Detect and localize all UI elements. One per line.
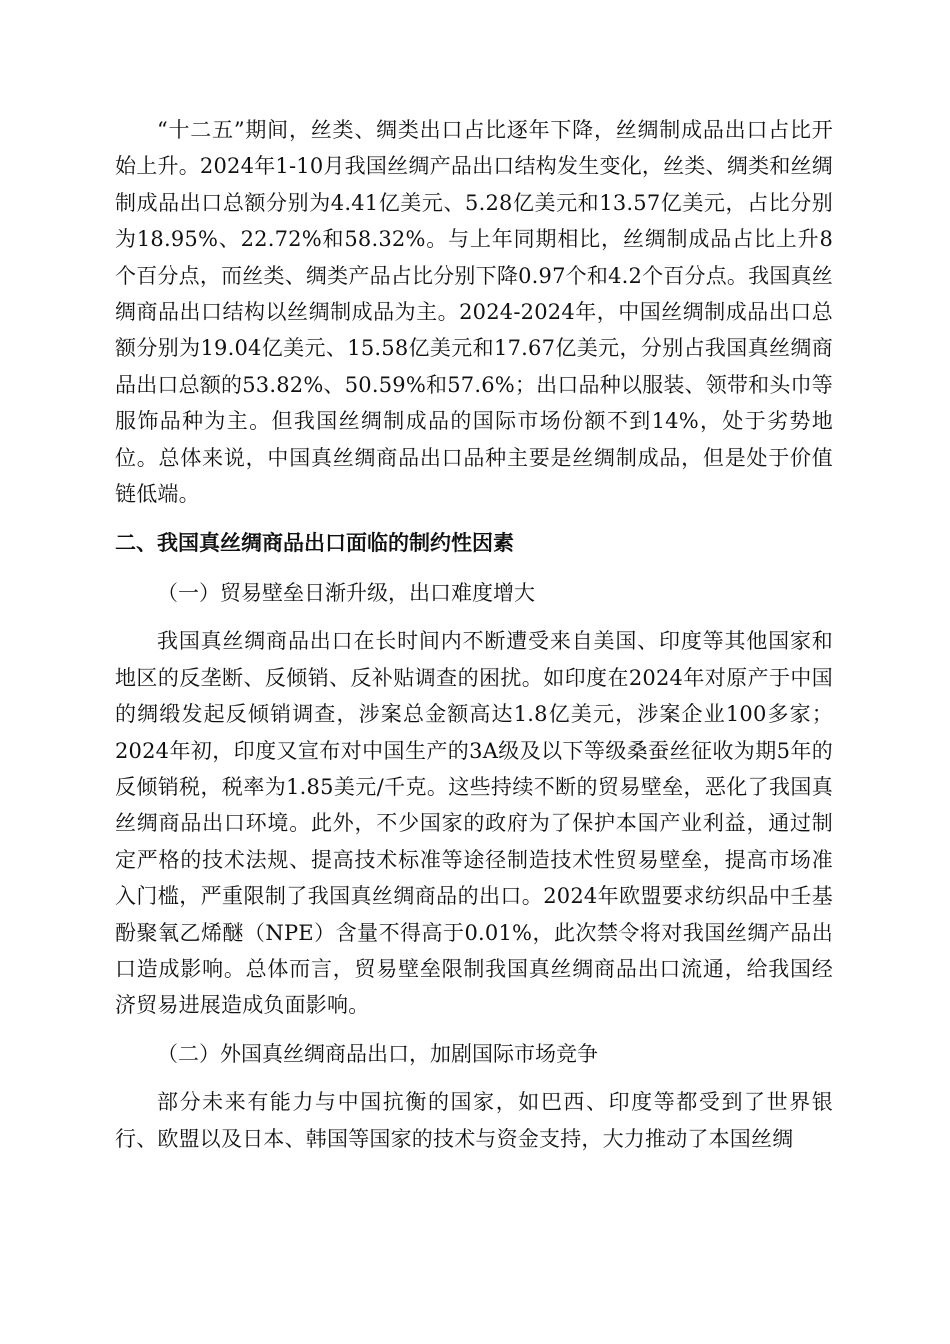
paragraph-foreign-competition: 部分未来有能力与中国抗衡的国家，如巴西、印度等都受到了世界银行、欧盟以及日本、韩国等国家的技术与资金支持，大力推动了本国丝绸 <box>115 1090 833 1151</box>
section-heading-constraints: 二、我国真丝绸商品出口面临的制约性因素 <box>115 531 514 556</box>
subheading-foreign-competition: （二）外国真丝绸商品出口，加剧国际市场竞争 <box>157 1041 598 1066</box>
paragraph-trade-barriers: 我国真丝绸商品出口在长时间内不断遭受来自美国、印度等其他国家和地区的反垄断、反倾销、反补贴调查的困扰。如印度在2024年对原产于中国的绸缎发起反倾销调查，涉案总金额高达1.8亿美元，涉案企业100多家；2024年初，印度又宣布对中国生产的3A级及以下等级桑蚕丝征收为期5年的反倾销税，税率为1.85美元/千克。这些持续不断的贸易壁垒，恶化了我国真丝绸商品出口环境。此外，不少国家的政府为了保护本国产业利益，通过制定严格的技术法规、提高技术标准等途径制造技术性贸易壁垒，提高市场准入门槛，严重限制了我国真丝绸商品的出口。2024年欧盟要求纺织品中壬基酚聚氧乙烯醚（NPE）含量不得高于0.01%，此次禁令将对我国丝绸产品出口造成影响。总体而言，贸易壁垒限制我国真丝绸商品出口流通，给我国经济贸易进展造成负面影响。 <box>115 629 833 1018</box>
paragraph-export-structure: “十二五”期间，丝类、绸类出口占比逐年下降，丝绸制成品出口占比开始上升。2024年1-10月我国丝绸产品出口结构发生变化，丝类、绸类和丝绸制成品出口总额分别为4.41亿美元、5.28亿美元和13.57亿美元，占比分别为18.95%、22.72%和58.32%。与上年同期相比，丝绸制成品占比上升8个百分点，而丝类、绸类产品占比分别下降0.97个和4.2个百分点。我国真丝绸商品出口结构以丝绸制成品为主。2024-2024年，中国丝绸制成品出口总额分别为19.04亿美元、15.58亿美元和17.67亿美元，分别占我国真丝绸商品出口总额的53.82%、50.59%和57.6%；出口品种以服装、领带和头巾等服饰品种为主。但我国丝绸制成品的国际市场份额不到14%，处于劣势地位。总体来说，中国真丝绸商品出口品种主要是丝绸制成品，但是处于价值链低端。 <box>115 118 833 507</box>
subheading-trade-barriers: （一）贸易壁垒日渐升级，出口难度增大 <box>157 580 535 605</box>
document-body <box>115 112 833 1157</box>
